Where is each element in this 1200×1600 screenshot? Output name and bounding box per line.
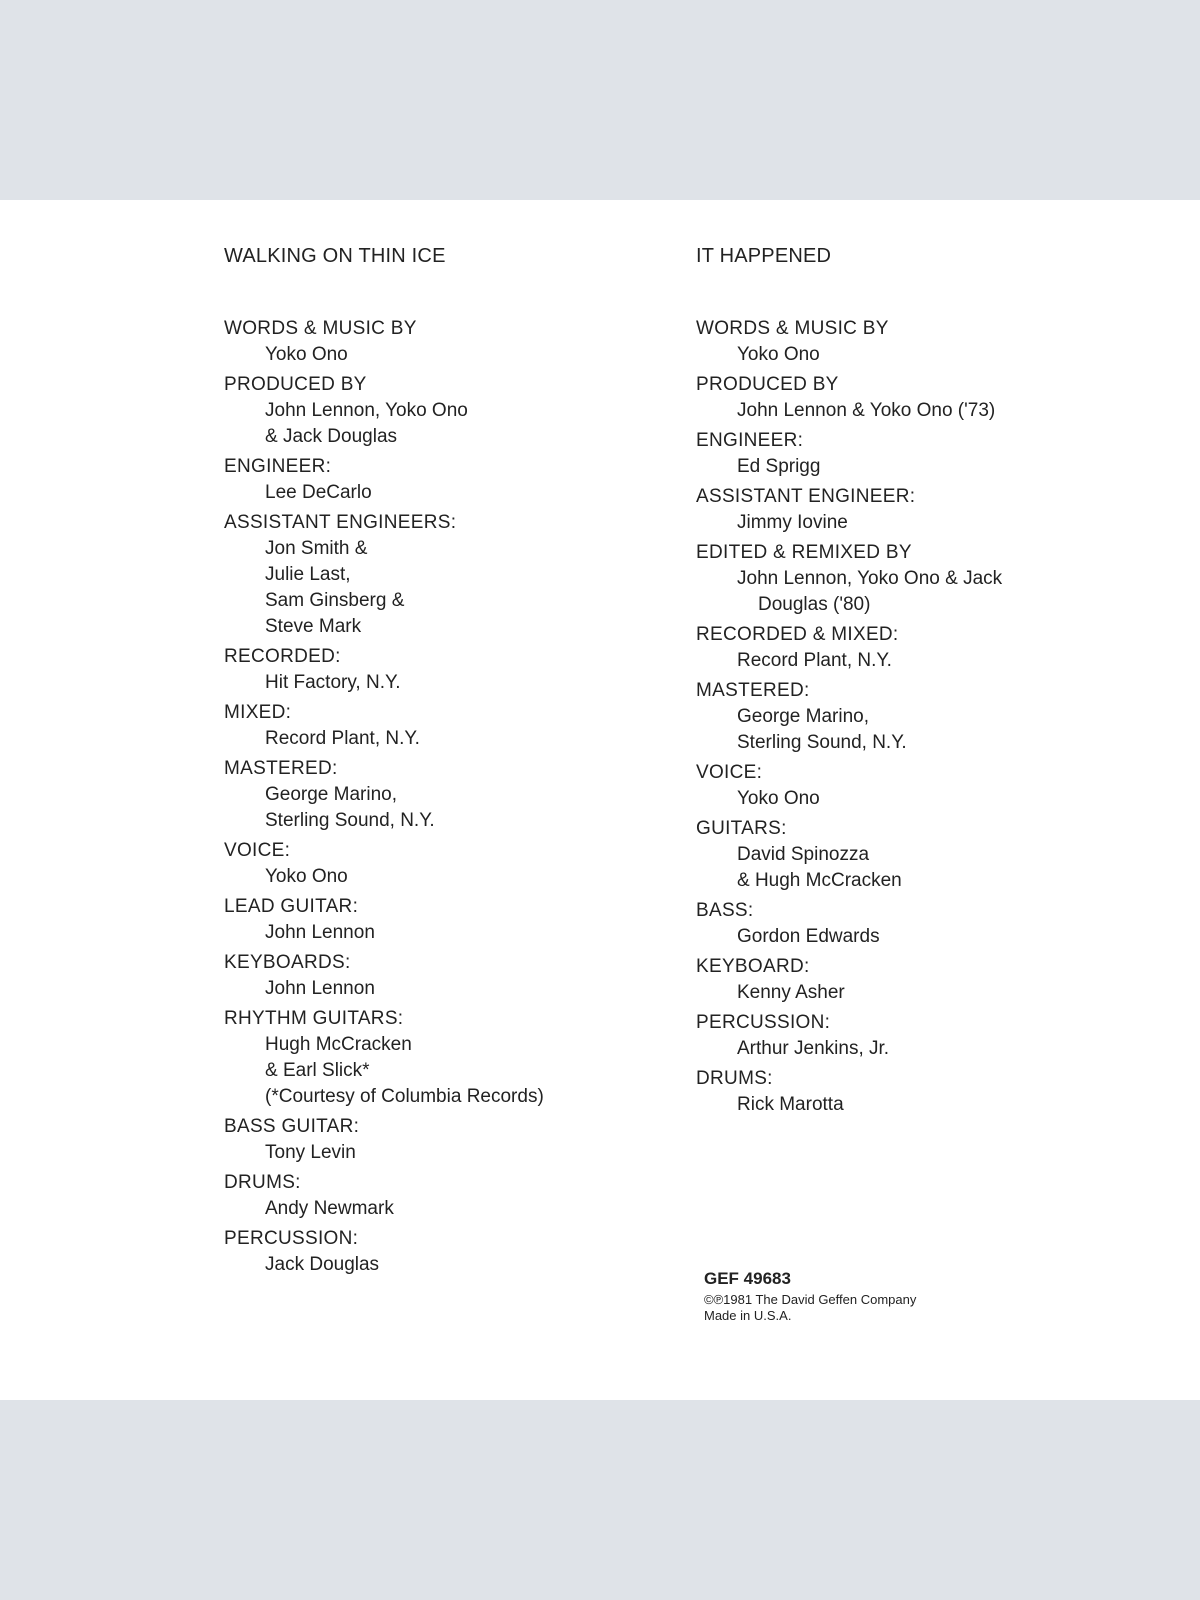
credit-name: & Earl Slick* xyxy=(265,1060,370,1081)
credit-name: David Spinozza xyxy=(737,844,870,865)
credit-role: RHYTHM GUITARS: xyxy=(224,1008,404,1029)
credit-block xyxy=(696,484,1136,536)
credit-name: Tony Levin xyxy=(265,1142,356,1163)
credit-role: ENGINEER: xyxy=(224,456,332,477)
credit-role: MASTERED: xyxy=(224,758,338,779)
made-in-line: Made in U.S.A. xyxy=(704,1308,792,1323)
credit-name: Julie Last, xyxy=(265,564,351,585)
credit-role: EDITED & REMIXED BY xyxy=(696,542,912,563)
credit-role: PERCUSSION: xyxy=(696,1012,831,1033)
credit-block xyxy=(224,644,644,696)
credit-block xyxy=(224,1170,644,1222)
right-column xyxy=(696,244,1136,1122)
credit-block xyxy=(224,700,644,752)
credit-name: John Lennon, Yoko Ono & Jack xyxy=(737,568,1003,589)
credit-name: Steve Mark xyxy=(265,616,362,637)
credit-role: VOICE: xyxy=(224,840,291,861)
credit-block xyxy=(696,1010,1136,1062)
credit-block xyxy=(696,428,1136,480)
credit-role: DRUMS: xyxy=(224,1172,301,1193)
credit-role: WORDS & MUSIC BY xyxy=(224,318,417,339)
credit-block xyxy=(696,678,1136,756)
credit-name: & Hugh McCracken xyxy=(737,870,902,891)
credit-block xyxy=(224,1114,644,1166)
credit-name: George Marino, xyxy=(265,784,398,805)
credit-name: John Lennon xyxy=(265,978,375,999)
credit-name: Ed Sprigg xyxy=(737,456,821,477)
credit-role: PRODUCED BY xyxy=(224,374,367,395)
credit-block xyxy=(224,950,644,1002)
credit-block xyxy=(224,1226,644,1278)
credit-role: KEYBOARDS: xyxy=(224,952,351,973)
credit-name: Record Plant, N.Y. xyxy=(265,728,420,749)
credit-role: PERCUSSION: xyxy=(224,1228,359,1249)
credit-name: Sterling Sound, N.Y. xyxy=(265,810,435,831)
credit-name: (*Courtesy of Columbia Records) xyxy=(265,1086,544,1107)
credit-role: RECORDED: xyxy=(224,646,341,667)
credit-name: Jon Smith & xyxy=(265,538,368,559)
credit-block xyxy=(224,1006,644,1110)
credit-block xyxy=(696,816,1136,894)
credit-block xyxy=(224,454,644,506)
credit-block xyxy=(224,894,644,946)
credit-name: Yoko Ono xyxy=(737,344,820,365)
credit-role: MIXED: xyxy=(224,702,292,723)
liner-notes-page xyxy=(0,200,1200,1400)
copyright-line: ©℗1981 The David Geffen Company xyxy=(704,1292,917,1307)
credit-name: John Lennon, Yoko Ono xyxy=(265,400,468,421)
credit-role: BASS: xyxy=(696,900,754,921)
credit-role: ASSISTANT ENGINEERS: xyxy=(224,512,457,533)
credit-block xyxy=(696,760,1136,812)
credit-name: Lee DeCarlo xyxy=(265,482,372,503)
credit-name: Yoko Ono xyxy=(737,788,820,809)
credit-name: Kenny Asher xyxy=(737,982,845,1003)
credit-name: Jimmy Iovine xyxy=(737,512,848,533)
credit-role: LEAD GUITAR: xyxy=(224,896,359,917)
credit-role: VOICE: xyxy=(696,762,763,783)
credit-role: DRUMS: xyxy=(696,1068,773,1089)
credit-role: ENGINEER: xyxy=(696,430,804,451)
credit-block xyxy=(696,622,1136,674)
credit-block xyxy=(224,838,644,890)
credit-role: BASS GUITAR: xyxy=(224,1116,360,1137)
credit-block xyxy=(224,510,644,640)
credit-role: WORDS & MUSIC BY xyxy=(696,318,889,339)
credit-name: Sterling Sound, N.Y. xyxy=(737,732,907,753)
credit-name: Douglas ('80) xyxy=(758,594,871,615)
credit-block xyxy=(696,1066,1136,1118)
credit-role: MASTERED: xyxy=(696,680,810,701)
credit-block xyxy=(696,372,1136,424)
credit-name: John Lennon xyxy=(265,922,375,943)
credit-block xyxy=(696,898,1136,950)
credit-name: Hugh McCracken xyxy=(265,1034,412,1055)
credit-block xyxy=(224,372,644,450)
left-column xyxy=(224,244,644,1282)
credit-block xyxy=(224,316,644,368)
credit-name: Sam Ginsberg & xyxy=(265,590,405,611)
credit-name: Yoko Ono xyxy=(265,866,348,887)
credit-block xyxy=(224,756,644,834)
catalog-number: GEF 49683 xyxy=(704,1269,791,1288)
credit-name: Jack Douglas xyxy=(265,1254,380,1275)
credit-role: PRODUCED BY xyxy=(696,374,839,395)
song-title-right: IT HAPPENED xyxy=(696,245,832,267)
credit-role: RECORDED & MIXED: xyxy=(696,624,899,645)
legal-block xyxy=(704,1268,1064,1324)
credit-role: GUITARS: xyxy=(696,818,787,839)
song-title-left: WALKING ON THIN ICE xyxy=(224,245,446,267)
credits-list-left xyxy=(224,316,644,1278)
credit-name: Yoko Ono xyxy=(265,344,348,365)
credit-name: Hit Factory, N.Y. xyxy=(265,672,401,693)
credit-role: KEYBOARD: xyxy=(696,956,810,977)
credit-role: ASSISTANT ENGINEER: xyxy=(696,486,916,507)
credit-name: Record Plant, N.Y. xyxy=(737,650,892,671)
credit-name: Gordon Edwards xyxy=(737,926,880,947)
credit-name: & Jack Douglas xyxy=(265,426,398,447)
credit-name: George Marino, xyxy=(737,706,870,727)
credit-name: Andy Newmark xyxy=(265,1198,394,1219)
credit-block xyxy=(696,954,1136,1006)
credits-list-right xyxy=(696,316,1136,1118)
credit-name: John Lennon & Yoko Ono ('73) xyxy=(737,400,996,421)
credit-block xyxy=(696,540,1136,618)
credit-name: Arthur Jenkins, Jr. xyxy=(737,1038,890,1059)
credit-name: Rick Marotta xyxy=(737,1094,844,1115)
credit-block xyxy=(696,316,1136,368)
